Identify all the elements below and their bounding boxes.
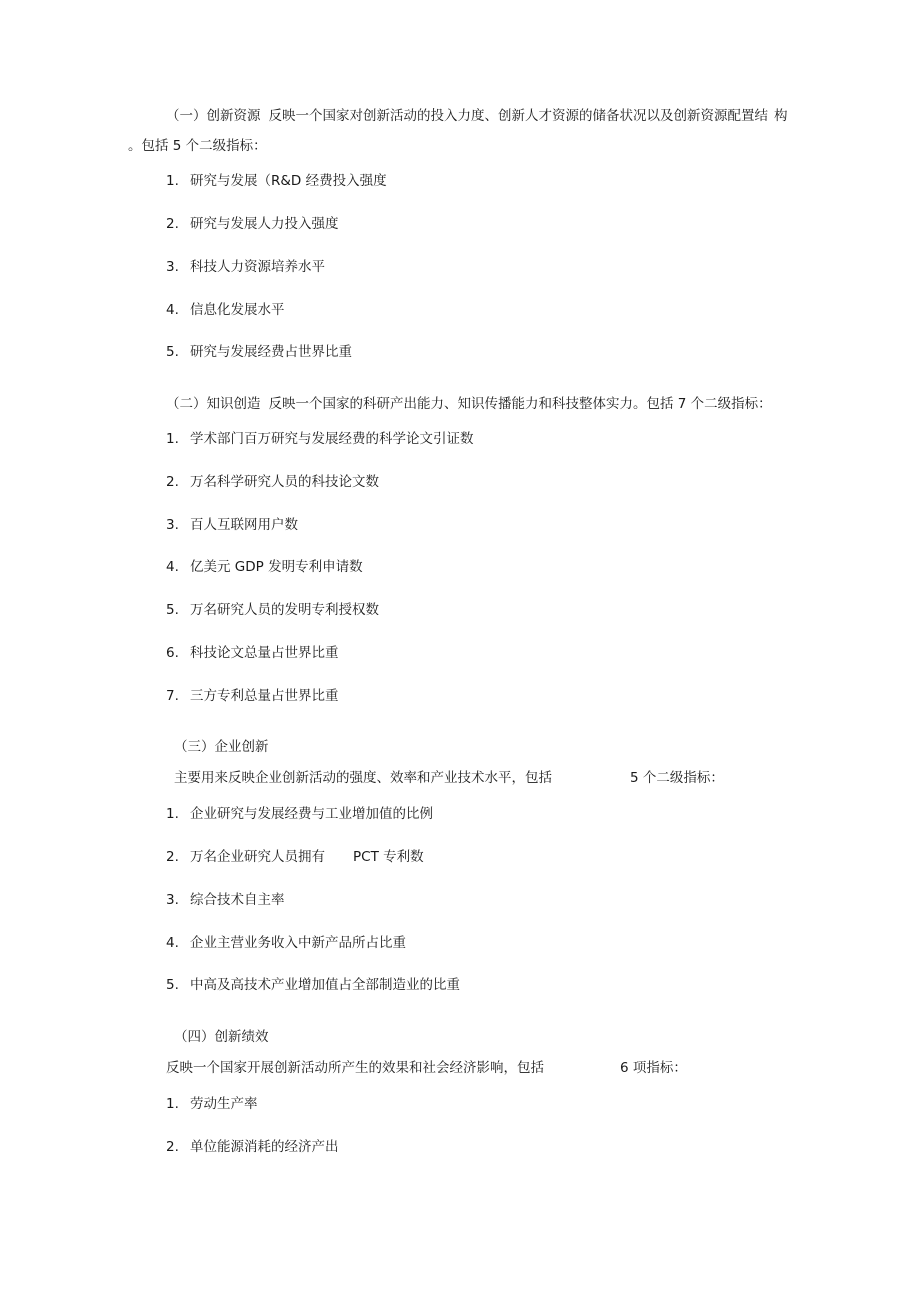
list-item [166, 686, 339, 706]
list-item-text: 万名企业研究人员拥有 [190, 849, 325, 865]
list-item-number: 6. [166, 645, 179, 661]
section-2-description: 反映一个国家的科研产出能力、知识传播能力和科技整体实力。包括 7 个二级指标： [268, 396, 772, 412]
section-3-intro [174, 768, 724, 788]
list-item-text: 综合技术自主率 [190, 892, 285, 908]
list-item-number: 4. [166, 559, 179, 575]
list-item-number: 5. [166, 602, 179, 618]
list-item-text: 万名研究人员的发明专利授权数 [190, 602, 379, 618]
list-item [166, 429, 474, 449]
list-item-text-end: PCT 专利数 [353, 849, 424, 865]
section-1-description-end: 构 [774, 108, 788, 124]
list-item-text: 科技人力资源培养水平 [190, 259, 325, 275]
list-item [166, 557, 363, 577]
list-item-text: 信息化发展水平 [190, 302, 285, 318]
list-item [166, 472, 379, 492]
section-2-intro [166, 394, 772, 414]
section-3-heading: （三）企业创新 [174, 739, 269, 755]
list-item-number: 2. [166, 474, 179, 490]
list-item [166, 1094, 258, 1114]
list-item-number: 3. [166, 517, 179, 533]
list-item-text: 科技论文总量占世界比重 [190, 645, 339, 661]
list-item [166, 847, 424, 867]
list-item-text: 万名科学研究人员的科技论文数 [190, 474, 379, 490]
list-item-text: 企业研究与发展经费与工业增加值的比例 [190, 806, 433, 822]
section-4-description: 反映一个国家开展创新活动所产生的效果和社会经济影响，包括 [166, 1060, 544, 1076]
list-item-number: 2. [166, 216, 179, 232]
section-3-description-end: 5 个二级指标： [630, 770, 724, 786]
list-item [166, 643, 339, 663]
section-1-intro [166, 106, 788, 126]
list-item-text: 亿美元 GDP 发明专利申请数 [190, 559, 363, 575]
list-item [166, 257, 325, 277]
section-2-heading: （二）知识创造 [166, 396, 261, 412]
list-item [166, 342, 352, 362]
list-item-text: 中高及高技术产业增加值占全部制造业的比重 [190, 977, 460, 993]
list-item-number: 2. [166, 849, 179, 865]
list-item-number: 4. [166, 935, 179, 951]
list-item-text: 研究与发展（R&D 经费投入强度 [190, 173, 387, 189]
section-3-description: 主要用来反映企业创新活动的强度、效率和产业技术水平，包括 [174, 770, 552, 786]
list-item [166, 214, 339, 234]
list-item-text: 研究与发展经费占世界比重 [190, 344, 352, 360]
list-item-text: 百人互联网用户数 [190, 517, 298, 533]
list-item [166, 975, 460, 995]
list-item [166, 300, 285, 320]
list-item [166, 515, 298, 535]
list-item-text: 企业主营业务收入中新产品所占比重 [190, 935, 406, 951]
list-item [166, 1137, 339, 1157]
list-item-number: 5. [166, 977, 179, 993]
section-1-heading: （一）创新资源 [166, 108, 261, 124]
list-item [166, 600, 379, 620]
section-1-description: 反映一个国家对创新活动的投入力度、创新人才资源的储备状况以及创新资源配置结 [268, 108, 768, 124]
list-item [166, 171, 387, 191]
list-item-text: 单位能源消耗的经济产出 [190, 1139, 339, 1155]
list-item-number: 1. [166, 431, 179, 447]
section-4-description-end: 6 项指标： [620, 1060, 687, 1076]
list-item-text: 三方专利总量占世界比重 [190, 688, 339, 704]
section-1-intro-continued: 。包括 5 个二级指标： [128, 138, 267, 154]
list-item-text: 学术部门百万研究与发展经费的科学论文引证数 [190, 431, 474, 447]
list-item-number: 1. [166, 1096, 179, 1112]
section-4-heading: （四）创新绩效 [174, 1029, 269, 1045]
list-item-text: 劳动生产率 [190, 1096, 258, 1112]
list-item-number: 3. [166, 892, 179, 908]
list-item-number: 7. [166, 688, 179, 704]
list-item-number: 5. [166, 344, 179, 360]
list-item-number: 4. [166, 302, 179, 318]
list-item [166, 933, 406, 953]
list-item [166, 804, 433, 824]
list-item-text: 研究与发展人力投入强度 [190, 216, 339, 232]
list-item-number: 3. [166, 259, 179, 275]
list-item [166, 890, 285, 910]
section-4-intro [166, 1058, 687, 1078]
list-item-number: 1. [166, 806, 179, 822]
list-item-number: 1. [166, 173, 179, 189]
list-item-number: 2. [166, 1139, 179, 1155]
